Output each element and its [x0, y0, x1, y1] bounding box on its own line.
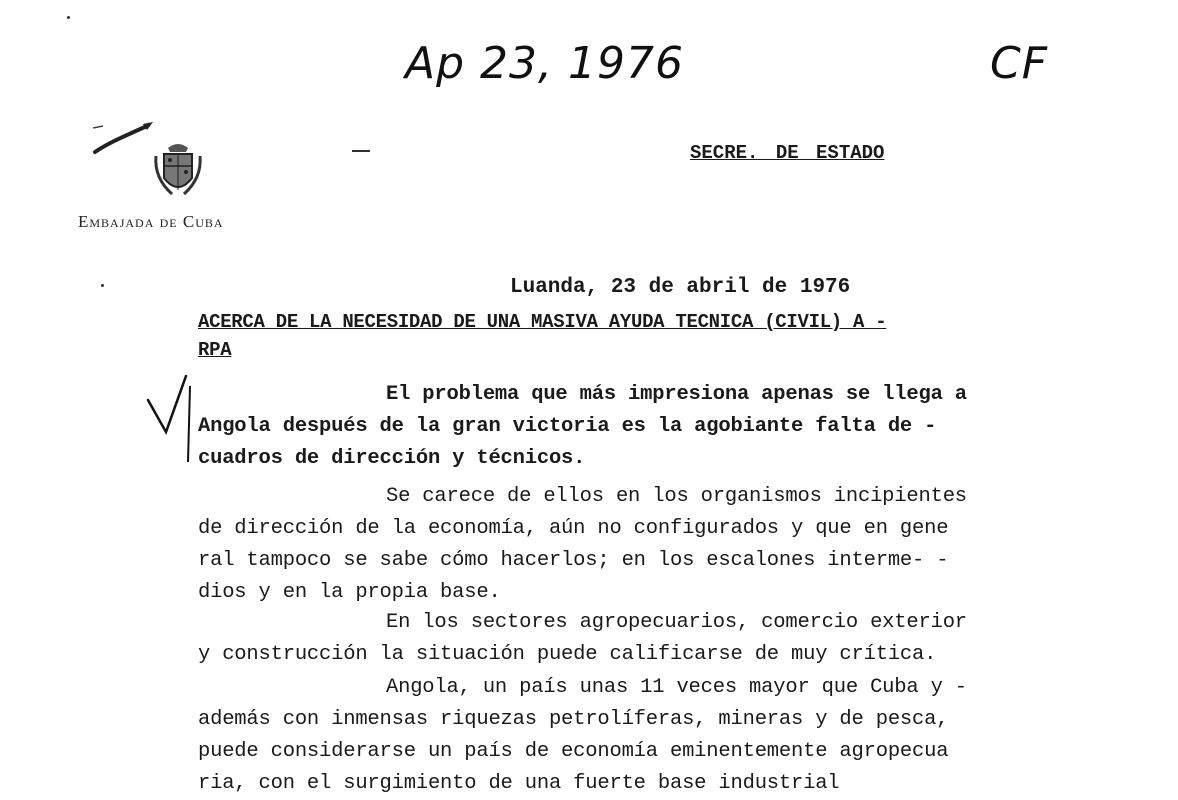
paragraph-line: dios y en la propia base. [198, 581, 501, 604]
paragraph-3 [198, 607, 1048, 671]
paragraph-line: ral tampoco se sabe cómo hacerlos; en los escalones interme- - [198, 549, 949, 572]
date-line: Luanda, 23 de abril de 1976 [510, 276, 851, 299]
paragraph-line: y construcción la situación puede calificarse de muy crítica. [198, 643, 937, 666]
paragraph-line: Se carece de ellos en los organismos incipientes [386, 485, 967, 508]
paragraph-line: El problema que más impresiona apenas se llega a [386, 383, 967, 406]
handwritten-date: Ap 23, 1976 [405, 38, 684, 89]
subject-line-1: ACERCA DE LA NECESIDAD DE UNA MASIVA AYUDA TECNICA (CIVIL) A - [198, 311, 887, 333]
paragraph-line: Angola después de la gran victoria es la agobiante falta de - [198, 415, 937, 438]
coat-of-arms-icon [150, 138, 206, 202]
paragraph-line: cuadros de dirección y técnicos. [198, 447, 586, 470]
paragraph-line: En los sectores agropecuarios, comercio exterior [386, 611, 967, 634]
paragraph-line: además con inmensas riquezas petrolíferas, mineras y de pesca, [198, 708, 949, 731]
paragraph-line: puede considerarse un país de economía eminentemente agropecua [198, 740, 949, 763]
ink-speck [67, 16, 70, 19]
checkmark-icon [142, 362, 202, 472]
classification-heading: SECRE. DE ESTADO [690, 142, 885, 164]
stray-dash-mark [352, 150, 370, 152]
ink-speck [101, 284, 104, 287]
subject-heading [198, 308, 1048, 364]
embassy-name: Embajada de Cuba [78, 212, 224, 231]
paragraph-1 [198, 379, 1048, 475]
subject-line-2: RPA [198, 339, 232, 361]
paragraph-line: Angola, un país unas 11 veces mayor que Cuba y - [386, 676, 967, 699]
paragraph-4 [198, 672, 1048, 800]
paragraph-2 [198, 481, 1048, 609]
paragraph-line: de dirección de la economía, aún no configurados y que en gene [198, 517, 949, 540]
paragraph-line: ria, con el surgimiento de una fuerte base industrial [198, 772, 840, 795]
handwritten-initials: CF [990, 38, 1049, 89]
